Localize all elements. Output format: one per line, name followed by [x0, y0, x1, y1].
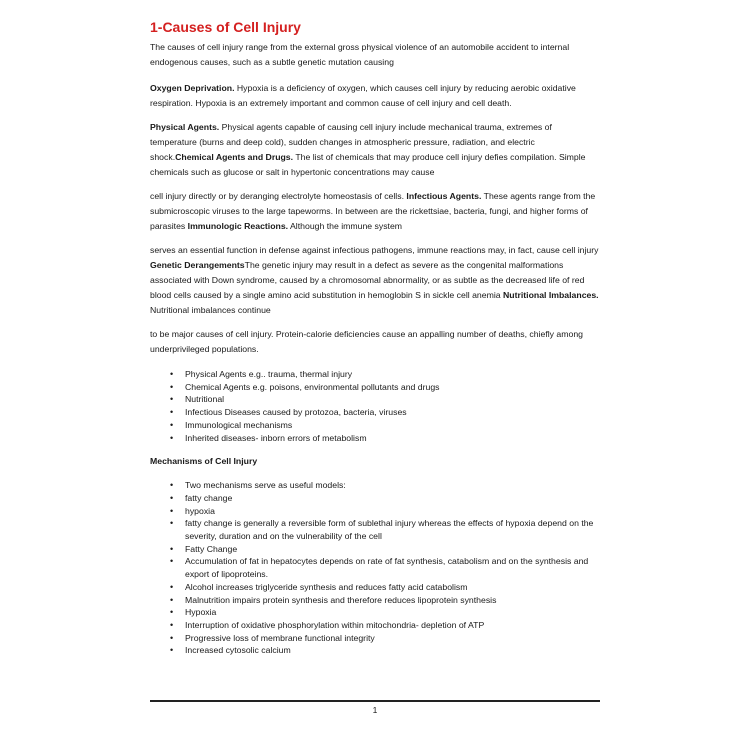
list-item: • Alcohol increases triglyceride synthesis and reduces fatty acid catabolism — [185, 581, 600, 594]
list-item: • Malnutrition impairs protein synthesis and therefore reduces lipoprotein synthesis — [185, 594, 600, 607]
mechanisms-list — [150, 479, 600, 657]
immunologic-lead-text: Although the immune system — [288, 221, 403, 231]
list-item: • Progressive loss of membrane functional integrity — [185, 632, 600, 645]
physical-paragraph — [150, 120, 600, 180]
page-number: 1 — [372, 705, 378, 715]
list-item: • fatty change is generally a reversible form of sublethal injury whereas the effects of hypoxia depend on the severity, duration and on the vulnerability of the cell — [185, 517, 600, 542]
oxygen-paragraph — [150, 81, 600, 111]
list-item: • Interruption of oxidative phosphorylation within mitochondria- depletion of ATP — [185, 619, 600, 632]
mechanisms-heading: Mechanisms of Cell Injury — [150, 456, 258, 467]
infectious-text: These agents range from the submicroscopic viruses to the large tapeworms. In between are the rickettsiae, bacteria, fungi, and higher forms of parasites — [150, 191, 596, 231]
immunologic-heading: Immunologic Reactions. — [187, 221, 289, 231]
list-item: • Physical Agents e.g.. trauma, thermal injury — [185, 368, 600, 381]
infectious-paragraph — [150, 189, 600, 234]
list-item: • Fatty Change — [185, 543, 600, 556]
list-item: • hypoxia — [185, 505, 600, 518]
intro-paragraph: The causes of cell injury range from the external gross physical violence of an automobile accident to internal endogenous causes, such as a subtle genetic mutation causing — [150, 42, 570, 67]
list-item: • Increased cytosolic calcium — [185, 644, 600, 657]
nutritional-lead-text: Nutritional imbalances continue — [150, 305, 271, 315]
oxygen-text: Hypoxia is a deficiency of oxygen, which causes cell injury by reducing aerobic oxidative respiration. Hypoxia is an extremely important and common cause of cell injury and cell death. — [150, 83, 576, 108]
genetic-text: The genetic injury may result in a defect as severe as the congenital malformations associated with Down syndrome, caused by a chromosomal abnormality, or as subtle as the decreased life of red blood cells caused by a single amino acid substitution in hemoglobin S in sickle cell anemia — [150, 260, 585, 300]
immune-paragraph — [150, 243, 600, 318]
list-item: • Nutritional — [185, 393, 600, 406]
infectious-heading: Infectious Agents. — [406, 191, 482, 201]
chemical-heading: Chemical Agents and Drugs. — [175, 152, 294, 162]
footer-rule — [150, 700, 600, 702]
list-item: • Two mechanisms serve as useful models: — [185, 479, 600, 492]
nutritional-heading: Nutritional Imbalances. — [503, 290, 599, 300]
physical-text: Physical agents capable of causing cell injury include mechanical trauma, extremes of temperature (burns and deep cold), sudden changes in atmospheric pressure, radiation, and electric shock. — [150, 122, 552, 162]
list-item: • Chemical Agents e.g. poisons, environmental pollutants and drugs — [185, 381, 600, 394]
list-item: • fatty change — [185, 492, 600, 505]
nutrition-paragraph: to be major causes of cell injury. Protein-calorie deficiencies cause an appalling number of deaths, chiefly among underprivileged populations. — [150, 329, 583, 354]
section-title: 1-Causes of Cell Injury — [150, 19, 301, 35]
causes-list — [150, 368, 600, 444]
infectious-lead-text: cell injury directly or by deranging electrolyte homeostasis of cells. — [150, 191, 407, 201]
physical-heading: Physical Agents. — [150, 122, 220, 132]
genetic-heading: Genetic Derangements — [150, 260, 245, 270]
oxygen-heading: Oxygen Deprivation. — [150, 83, 235, 93]
list-item: • Accumulation of fat in hepatocytes depends on rate of fat synthesis, catabolism and on the synthesis and export of lipoproteins. — [185, 555, 600, 580]
list-item: • Infectious Diseases caused by protozoa, bacteria, viruses — [185, 406, 600, 419]
chemical-text: The list of chemicals that may produce cell injury defies compilation. Simple chemicals such as glucose or salt in hypertonic concentrations may cause — [150, 152, 586, 177]
immune-text: serves an essential function in defense against infectious pathogens, immune reactions may, in fact, cause cell injury — [150, 245, 599, 255]
list-item: • Immunological mechanisms — [185, 419, 600, 432]
list-item: • Inherited diseases- inborn errors of metabolism — [185, 432, 600, 445]
list-item: • Hypoxia — [185, 606, 600, 619]
